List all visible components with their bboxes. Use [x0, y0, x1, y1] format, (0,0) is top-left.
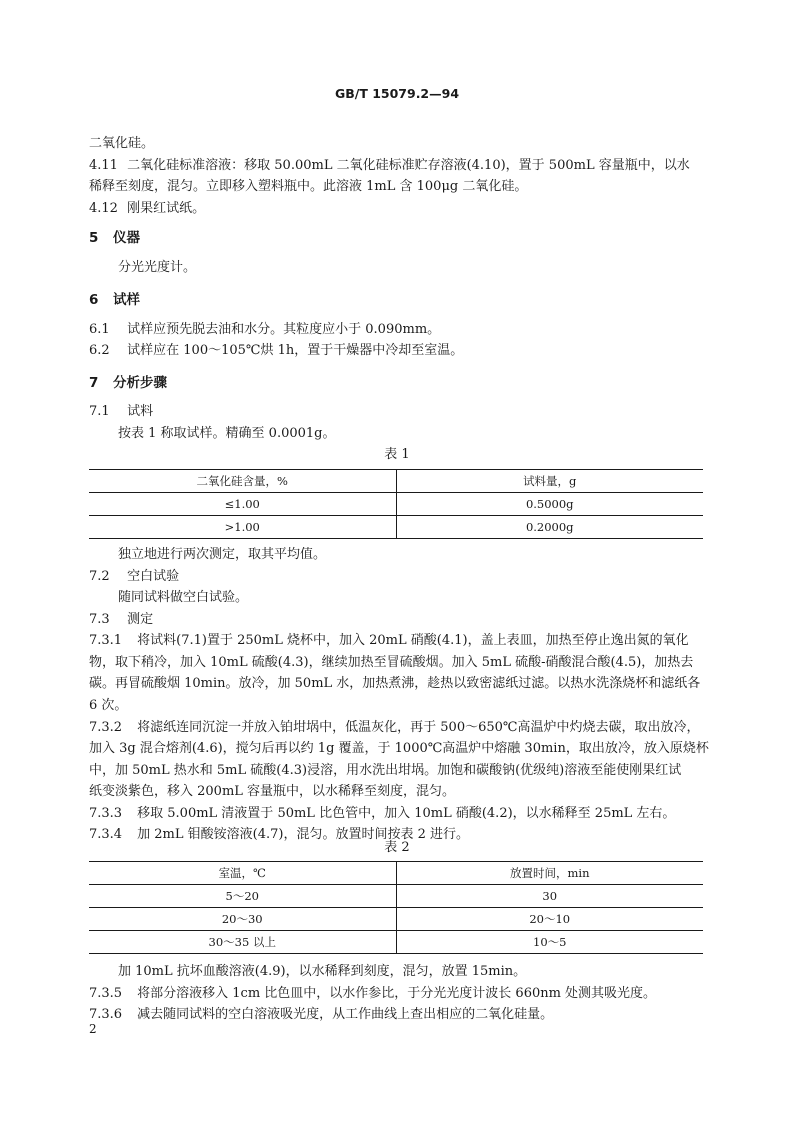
section-5-heading: 5 仪器	[89, 230, 140, 246]
text-line: 按表 1 称取试样。精确至 0.0001g。	[118, 426, 336, 441]
table-header-cell: 放置时间，min	[396, 862, 703, 885]
table-cell: 20～10	[396, 908, 703, 931]
table-cell: >1.00	[89, 516, 396, 539]
table-cell: 0.5000g	[396, 493, 703, 516]
table-1	[89, 469, 703, 539]
text-line: 物，取下稍冷，加入 10mL 硫酸(4.3)，继续加热至冒硫酸烟。加入 5mL 硫酸-硝酸混合酸(4.5)，加热去	[89, 655, 694, 670]
table-header-row	[89, 470, 703, 493]
text-line: 纸变淡紫色，移入 200mL 容量瓶中，以水稀释至刻度，混匀。	[89, 784, 456, 799]
clause-7-3-5: 7.3.5 将部分溶液移入 1cm 比色皿中，以水作参比，于分光光度计波长 660nm 处测其吸光度。	[89, 986, 657, 1001]
table-cell: 20～30	[89, 908, 396, 931]
page-number: 2	[89, 1022, 97, 1036]
table-row	[89, 516, 703, 539]
table-row	[89, 931, 703, 954]
clause-7-3-2: 7.3.2 将滤纸连同沉淀一并放入铂坩埚中，低温灰化，再于 500～650℃高温炉中灼烧去碳，取出放冷，	[89, 720, 700, 735]
table-1-caption: 表 1	[384, 447, 410, 462]
clause-4-12: 4.12 刚果红试纸。	[89, 201, 206, 216]
table-cell: 10～5	[396, 931, 703, 954]
table-row	[89, 908, 703, 931]
clause-7-1: 7.1 试料	[89, 404, 154, 419]
clause-7-3: 7.3 测定	[89, 612, 154, 627]
clause-7-3-3: 7.3.3 移取 5.00mL 清液置于 50mL 比色管中，加入 10mL 硝酸(4.2)，以水稀释至 25mL 左右。	[89, 806, 676, 821]
section-6-heading: 6 试样	[89, 292, 140, 308]
text-line: 中，加 50mL 热水和 5mL 硫酸(4.3)浸溶，用水洗出坩埚。加饱和碳酸钠(优级纯)溶液至能使刚果红试	[89, 763, 682, 778]
table-header-cell: 试料量，g	[396, 470, 703, 493]
table-cell: ≤1.00	[89, 493, 396, 516]
clause-7-2: 7.2 空白试验	[89, 569, 180, 584]
clause-6-1: 6.1 试样应预先脱去油和水分。其粒度应小于 0.090mm。	[89, 322, 441, 337]
text-line: 随同试料做空白试验。	[118, 590, 249, 605]
table-2	[89, 861, 703, 954]
table-2-caption: 表 2	[384, 840, 410, 855]
table-header-cell: 室温，℃	[89, 862, 396, 885]
section-7-heading: 7 分析步骤	[89, 375, 167, 391]
standard-header: GB/T 15079.2—94	[334, 86, 460, 101]
text-line: 稀释至刻度，混匀。立即移入塑料瓶中。此溶液 1mL 含 100μg 二氧化硅。	[89, 179, 528, 194]
clause-6-2: 6.2 试样应在 100～105℃烘 1h，置于干燥器中冷却至室温。	[89, 343, 464, 358]
table-cell: 0.2000g	[396, 516, 703, 539]
text-line: 加入 3g 混合熔剂(4.6)，搅匀后再以约 1g 覆盖，于 1000℃高温炉中熔融 30min，取出放冷，放入原烧杯	[89, 741, 709, 756]
text-line: 6 次。	[89, 698, 128, 713]
table-row	[89, 885, 703, 908]
table-header-cell: 二氧化硅含量，%	[89, 470, 396, 493]
table-row	[89, 493, 703, 516]
clause-7-3-4: 7.3.4 加 2mL 钼酸铵溶液(4.7)，混匀。放置时间按表 2 进行。	[89, 827, 469, 842]
table-cell: 30	[396, 885, 703, 908]
text-line: 独立地进行两次测定，取其平均值。	[118, 547, 327, 562]
table-header-row	[89, 862, 703, 885]
table-cell: 30～35 以上	[89, 931, 396, 954]
text-line: 碳。再冒硫酸烟 10min。放冷，加 50mL 水，加热煮沸，趁热以致密滤纸过滤。以热水洗涤烧杯和滤纸各	[89, 676, 701, 691]
text-line: 分光光度计。	[118, 260, 197, 275]
text-line: 加 10mL 抗坏血酸溶液(4.9)，以水稀释到刻度，混匀，放置 15min。	[118, 964, 527, 979]
clause-7-3-6: 7.3.6 减去随同试料的空白溶液吸光度，从工作曲线上查出相应的二氧化硅量。	[89, 1007, 554, 1022]
clause-4-11: 4.11 二氧化硅标准溶液：移取 50.00mL 二氧化硅标准贮存溶液(4.10)，置于 500mL 容量瓶中，以水	[89, 158, 690, 173]
table-cell: 5～20	[89, 885, 396, 908]
text-line: 二氧化硅。	[89, 136, 155, 151]
clause-7-3-1: 7.3.1 将试料(7.1)置于 250mL 烧杯中，加入 20mL 硝酸(4.1)，盖上表皿，加热至停止逸出氮的氧化	[89, 633, 689, 648]
